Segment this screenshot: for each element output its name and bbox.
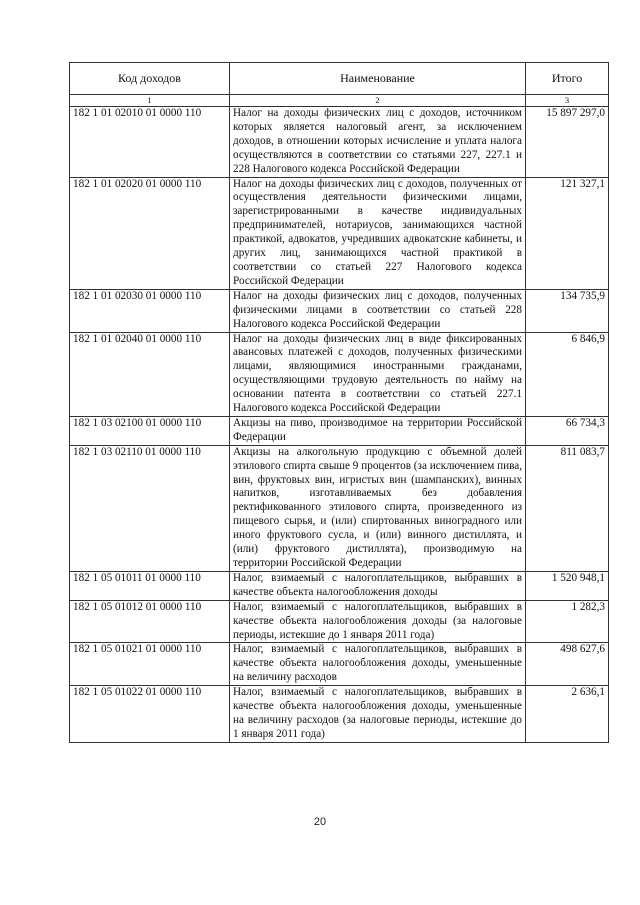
table-row (70, 332, 609, 416)
column-number-row (70, 95, 609, 107)
table-row (70, 643, 609, 686)
revenue-total: 134 735,9 (526, 289, 609, 332)
revenue-code: 182 1 05 01011 01 0000 110 (70, 571, 230, 600)
revenue-code: 182 1 01 02040 01 0000 110 (70, 332, 230, 416)
revenue-total: 1 282,3 (526, 600, 609, 643)
revenue-code: 182 1 05 01012 01 0000 110 (70, 600, 230, 643)
revenue-total: 15 897 297,0 (526, 107, 609, 178)
revenue-name: Акцизы на алкогольную продукцию с объемной долей этилового спирта свыше 9 процентов (за исключением пива, вин, фруктовых вин, игристых вин (шампанских), винных напитков, изготавливаемых без добавления ректификованного этилового спирта, произведенного из пищевого сырья, и (или) спиртованных виноградного или иного фруктового сусла, и (или) винного дистиллята, и (или) фруктового дистиллята), производимую на территории Российской Федерации (230, 445, 526, 571)
table-row (70, 600, 609, 643)
revenue-total: 811 083,7 (526, 445, 609, 571)
table-header-row (70, 63, 609, 95)
table-row (70, 686, 609, 743)
header-total: Итого (526, 63, 609, 95)
revenue-name: Налог, взимаемый с налогоплательщиков, выбравших в качестве объекта налогообложения доходы (за налоговые периоды, истекшие до 1 января 2011 года) (230, 600, 526, 643)
table-row (70, 107, 609, 178)
revenue-code: 182 1 01 02030 01 0000 110 (70, 289, 230, 332)
revenue-total: 498 627,6 (526, 643, 609, 686)
revenue-code: 182 1 01 02020 01 0000 110 (70, 177, 230, 289)
revenue-code: 182 1 05 01022 01 0000 110 (70, 686, 230, 743)
column-number: 1 (70, 95, 230, 107)
revenue-name: Налог, взимаемый с налогоплательщиков, выбравших в качестве объекта налогообложения доходы, уменьшенные на величину расходов (230, 643, 526, 686)
header-name: Наименование (230, 63, 526, 95)
revenue-total: 1 520 948,1 (526, 571, 609, 600)
revenue-total: 6 846,9 (526, 332, 609, 416)
revenue-name: Налог на доходы физических лиц с доходов, источником которых является налоговый агент, за исключением доходов, в отношении которых исчисление и уплата налога осуществляются в соответствии со статьями 227, 227.1 и 228 Налогового кодекса Российской Федерации (230, 107, 526, 178)
revenue-table (69, 62, 609, 743)
revenue-name: Налог, взимаемый с налогоплательщиков, выбравших в качестве объекта налогообложения доходы, уменьшенные на величину расходов (за налоговые периоды, истекшие до 1 января 2011 года) (230, 686, 526, 743)
revenue-total: 2 636,1 (526, 686, 609, 743)
revenue-code: 182 1 01 02010 01 0000 110 (70, 107, 230, 178)
column-number: 3 (526, 95, 609, 107)
revenue-name: Налог, взимаемый с налогоплательщиков, выбравших в качестве объекта налогообложения доходы (230, 571, 526, 600)
column-number: 2 (230, 95, 526, 107)
revenue-total: 66 734,3 (526, 416, 609, 445)
table-row (70, 445, 609, 571)
revenue-total: 121 327,1 (526, 177, 609, 289)
revenue-code: 182 1 03 02110 01 0000 110 (70, 445, 230, 571)
table-row (70, 571, 609, 600)
page-number: 20 (313, 816, 327, 828)
revenue-name: Налог на доходы физических лиц в виде фиксированных авансовых платежей с доходов, полученных физическими лицами, являющимися иностранными гражданами, осуществляющими трудовую деятельность по найму на основании патента в соответствии со статьей 227.1 Налогового кодекса Российской Федерации (230, 332, 526, 416)
table-row (70, 416, 609, 445)
table-row (70, 177, 609, 289)
revenue-code: 182 1 03 02100 01 0000 110 (70, 416, 230, 445)
revenue-name: Налог на доходы физических лиц с доходов, полученных от осуществления деятельности физическими лицами, зарегистрированными в качестве индивидуальных предпринимателей, нотариусов, занимающихся частной практикой, адвокатов, учредивших адвокатские кабинеты, и других лиц, занимающихся частной практикой в соответствии со статьей 227 Налогового кодекса Российской Федерации (230, 177, 526, 289)
header-code: Код доходов (70, 63, 230, 95)
revenue-code: 182 1 05 01021 01 0000 110 (70, 643, 230, 686)
revenue-name: Акцизы на пиво, производимое на территории Российской Федерации (230, 416, 526, 445)
table-row (70, 289, 609, 332)
revenue-name: Налог на доходы физических лиц с доходов, полученных физическими лицами в соответствии со статьей 228 Налогового кодекса Российской Федерации (230, 289, 526, 332)
